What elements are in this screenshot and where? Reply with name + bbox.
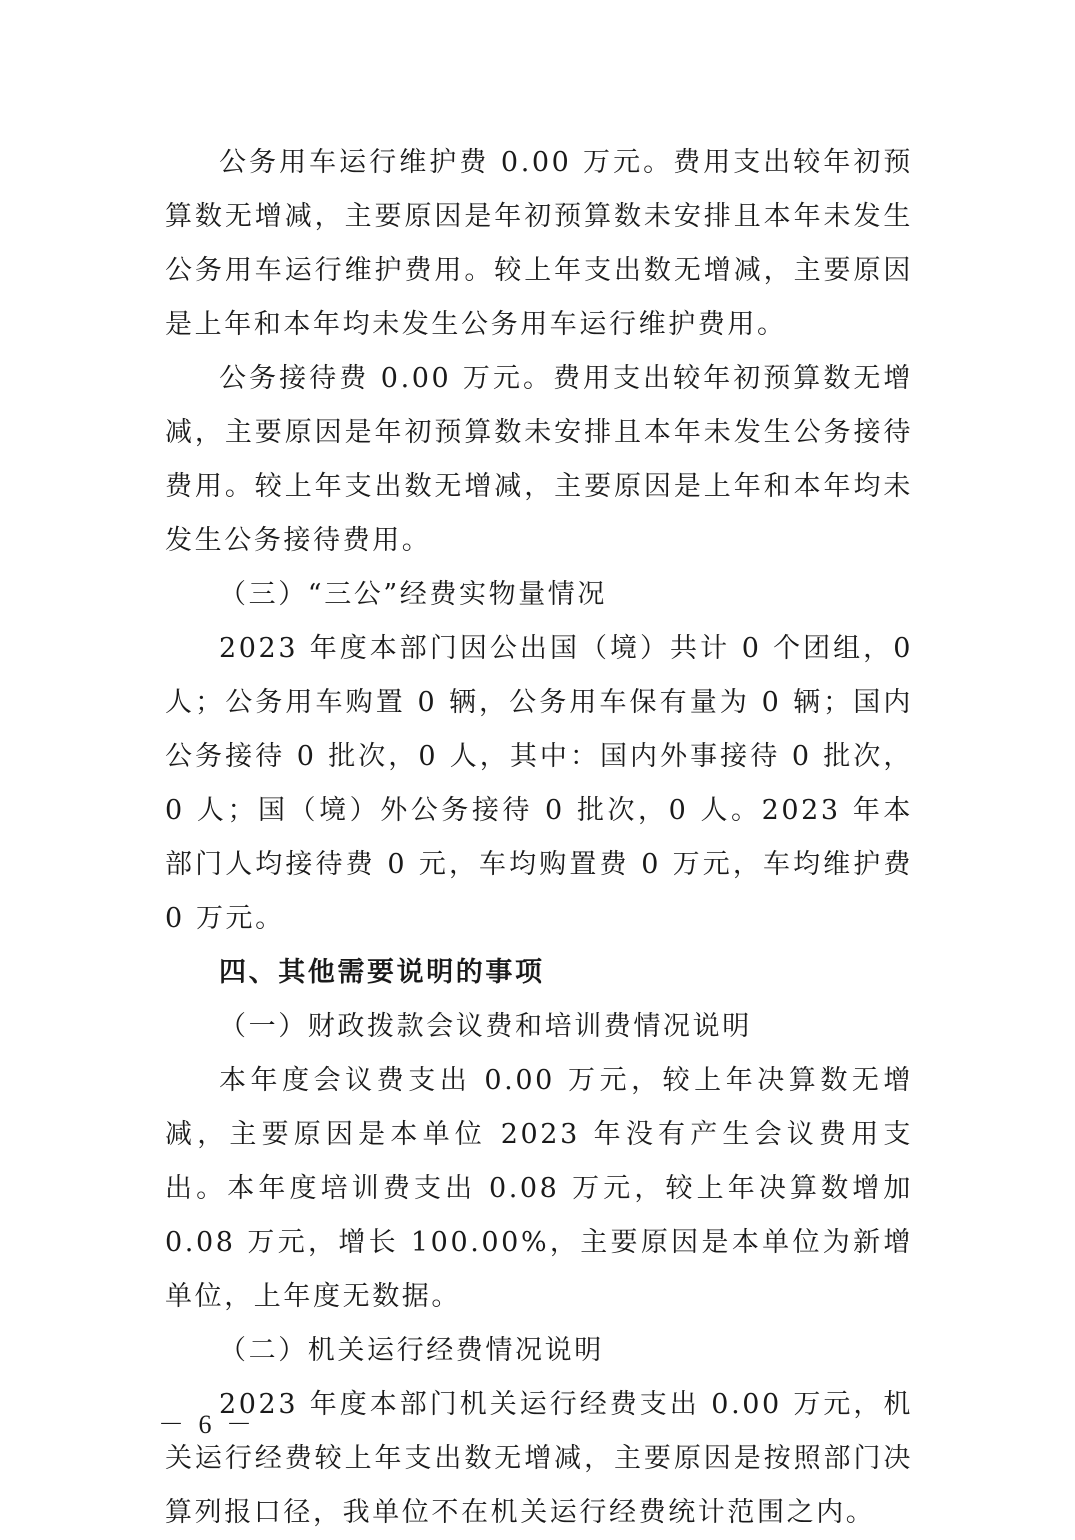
paragraph-operating-costs: 2023 年度本部门机关运行经费支出 0.00 万元，机关运行经费较上年支出数无增减，主要原因是按照部门决算列报口径，我单位不在机关运行经费统计范围之内。	[165, 1389, 913, 1528]
paragraph-physical-quantity: 2023 年度本部门因公出国（境）共计 0 个团组，0 人；公务用车购置 0 辆，公务用车保有量为 0 辆；国内公务接待 0 批次，0 人，其中：国内外事接待 0 批次，0 人；国（境）外公务接待 0 批次，0 人。2023 年本部门人均接待费 0 元，车均购置费 0 万元，车均维护费 0 万元。	[165, 633, 913, 934]
subheading-operating-costs: （二）机关运行经费情况说明	[219, 1335, 604, 1366]
subheading-meeting-training: （一）财政拨款会议费和培训费情况说明	[219, 1011, 752, 1042]
subheading-three-public-physical: （三）“三公”经费实物量情况	[219, 579, 608, 610]
section-heading-other-matters: 四、其他需要说明的事项	[219, 957, 545, 988]
paragraph-meeting-training: 本年度会议费支出 0.00 万元，较上年决算数无增减，主要原因是本单位 2023 年没有产生会议费用支出。本年度培训费支出 0.08 万元，较上年决算数增加 0.08 万元，增长 100.00%，主要原因是本单位为新增单位，上年度无数据。	[165, 1065, 913, 1312]
page-number: － 6 －	[158, 1410, 257, 1439]
document-body	[165, 136, 913, 1540]
paragraph-reception-fee: 公务接待费 0.00 万元。费用支出较年初预算数无增减，主要原因是年初预算数未安排且本年未发生公务接待费用。较上年支出数无增减，主要原因是上年和本年均未发生公务接待费用。	[165, 363, 913, 556]
paragraph-vehicle-maintenance: 公务用车运行维护费 0.00 万元。费用支出较年初预算数无增减，主要原因是年初预算数未安排且本年未发生公务用车运行维护费用。较上年支出数无增减，主要原因是上年和本年均未发生公务用车运行维护费用。	[165, 147, 913, 340]
